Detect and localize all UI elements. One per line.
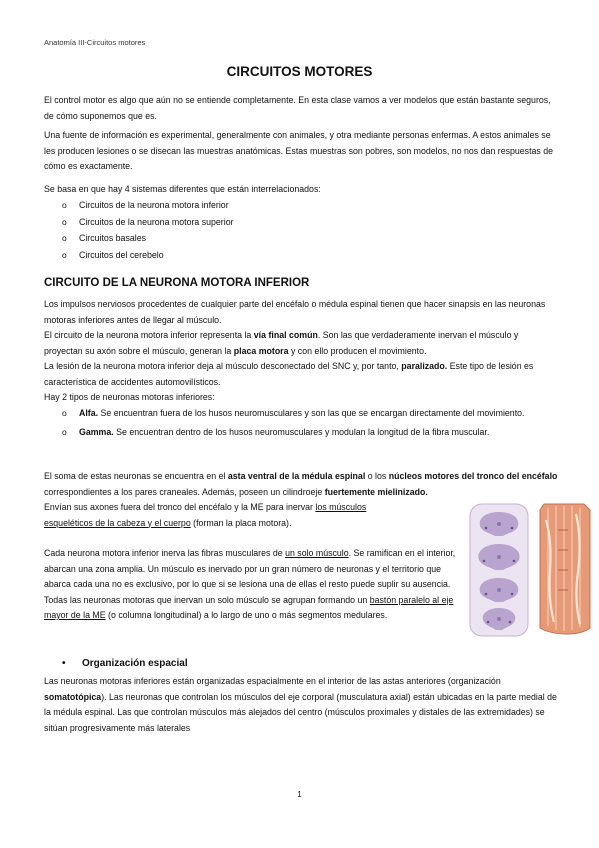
subsection-heading: • Organización espacial [62, 658, 188, 669]
spinal-cord-sections [470, 504, 528, 636]
intro-paragraph-2: Una fuente de información es experimental, generalmente con animales, y otra mediante personas enfermas. A estos animales se les producen lesiones o se disecan las muestras anatómicas. Estas muestras son pobres, son modelos, no nos dan respuestas de cómo es exactamente. [44, 130, 554, 171]
section-paragraph-5: El soma de estas neuronas se encuentra en el asta ventral de la médula espinal o los núcleos motores del tronco del encéfalo correspondientes a los pares craneales. Además, poseen un cilindroeje fuertemente mielinizado. [44, 471, 558, 497]
list-item: o Alfa. Se encuentran fuera de los husos neuromusculares y son las que se encargan directamente del movimiento. [62, 406, 562, 422]
section-paragraph-6: Envían sus axones fuera del tronco del encéfalo y la ME para inervar los músculos esqueléticos de la cabeza y el cuerpo (forman la placa motora). [44, 502, 367, 528]
list-item: o Circuitos de la neurona motora inferior [62, 197, 234, 214]
motor-neuron-types-list [62, 406, 562, 443]
section-paragraph-4: Hay 2 tipos de neuronas motoras inferiores: [44, 392, 215, 402]
intro-paragraph-1: El control motor es algo que aún no se entiende completamente. En esta clase vamos a ver modelos que están bastante seguros, de cómo suponemos que es. [44, 95, 551, 121]
list-item: o Circuitos del cerebelo [62, 247, 234, 264]
section-paragraph-2: El circuito de la neurona motora inferior representa la vía final común. Son las que verdaderamente inervan el músculo y proyectan su axón sobre el músculo, generan la placa motora y con ello producen el movimiento. [44, 330, 519, 356]
muscle-column-illustration [540, 504, 590, 634]
page-number: 1 [297, 790, 302, 799]
list-item: o Circuitos de la neurona motora superior [62, 214, 234, 231]
systems-list [62, 197, 234, 263]
page-title: CIRCUITOS MOTORES [226, 64, 373, 79]
subsection-paragraph: Las neuronas motoras inferiores están organizadas espacialmente en el interior de las astas anteriores (organización somatotópica). Las neuronas que controlan los músculos del eje corporal (musculatura axial) están ubicadas en la parte medial de la médula espinal. Las que controlan músculos más alejados del centro (músculos proximales y distales de las extremidades) se sitúan progresivamente más laterales [44, 676, 557, 733]
spinal-cord-illustration [462, 500, 599, 640]
intro-paragraph-3: Se basa en que hay 4 sistemas diferentes que están interrelacionados: [44, 184, 321, 194]
list-item: o Circuitos basales [62, 230, 234, 247]
section-paragraph-7: Cada neurona motora inferior inerva las fibras musculares de un solo músculo. Se ramifican en el interior, abarcan una zona amplia. Un músculo es inervado por un gran número de neuronas y el territorio que abarca cada una no es exclusivo, por lo que si se lesiona una de ellas el resto puede suplir su ausencia. Todas las neuronas motoras que inervan un solo músculo se agrupan formando un bastón paralelo al eje mayor de la ME (o columna longitudinal) a lo largo de uno o más segmentos medulares. [44, 548, 456, 620]
section-paragraph-1: Los impulsos nerviosos procedentes de cualquier parte del encéfalo o médula espinal tienen que hacer sinapsis en las neuronas motoras inferiores antes de llegar al músculo. [44, 299, 546, 325]
list-item: o Gamma. Se encuentran dentro de los husos neuromusculares y modulan la longitud de la fibra muscular. [62, 425, 562, 441]
section-heading: CIRCUITO DE LA NEURONA MOTORA INFERIOR [44, 277, 310, 289]
section-paragraph-3: La lesión de la neurona motora inferior deja al músculo desconectado del SNC y, por tanto, paralizado. Este tipo de lesión es característica de accidentes automovilísticos. [44, 361, 534, 387]
running-header: Anatomía III-Circuitos motores [44, 38, 146, 47]
